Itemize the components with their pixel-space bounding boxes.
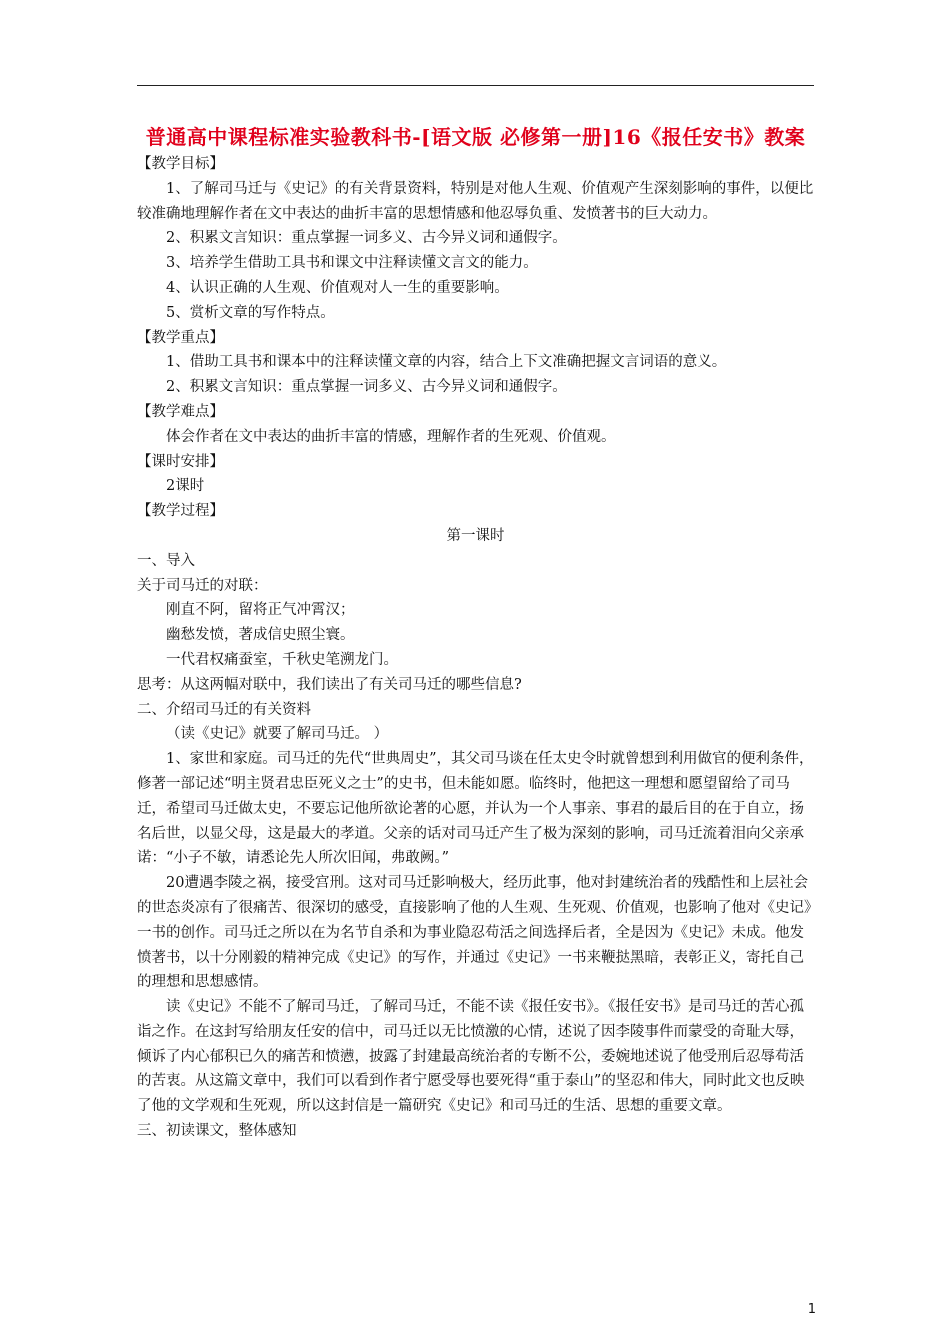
text-line: 幽愁发愤，著成信史照尘寰。 [166, 627, 355, 644]
text-line: 关于司马迁的对联： [137, 577, 268, 594]
text-line: 2、积累文言知识：重点掌握一词多义、古今异义词和通假字。 [166, 379, 567, 396]
text-line: 2课时 [166, 478, 205, 495]
text-line: 【教学重点】 [137, 329, 224, 346]
text-line: 【课时安排】 [137, 453, 224, 470]
text-line: 2、积累文言知识：重点掌握一词多义、古今异义词和通假字。 [166, 230, 567, 247]
text-line: 读《史记》不能不了解司马迁，了解司马迁，不能不读《报任安书》。《报任安书》是司马迁的苦心孤诣之作。在这封写给朋友任安的信中，司马迁以无比愤激的心情，述说了因李陵事件而蒙受的奇耻大辱，倾诉了内心郁积已久的痛苦和愤懑，披露了封建最高统治者的专断不公，委婉地述说了他受刑后忍辱苟活的苦衷。从这篇文章中，我们可以看到作者宁愿受辱也要死得“重于泰山”的坚忍和伟大，同时此文也反映了他的文学观和生死观，所以这封信是一篇研究《史记》和司马迁的生活、思想的重要文章。 [137, 999, 805, 1115]
text-line: 第一课时 [446, 527, 505, 544]
page-number: 1 [807, 1302, 816, 1317]
header-rule [137, 85, 814, 86]
text-line: 3、培养学生借助工具书和课文中注释读懂文言文的能力。 [166, 255, 538, 272]
text-line: （读《史记》就要了解司马迁。 ） [166, 726, 389, 743]
text-line: 二、介绍司马迁的有关资料 [137, 701, 311, 718]
document-text [137, 152, 814, 1144]
text-line: 一、导入 [137, 552, 195, 569]
document-body [137, 124, 814, 1144]
text-line: 体会作者在文中表达的曲折丰富的情感，理解作者的生死观、价值观。 [166, 428, 616, 445]
text-line: 1、借助工具书和课本中的注释读懂文章的内容，结合上下文准确把握文言词语的意义。 [166, 354, 727, 371]
text-line: 5、赏析文章的写作特点。 [166, 304, 335, 321]
text-line: 思考：从这两幅对联中，我们读出了有关司马迁的哪些信息? [137, 676, 522, 693]
text-line: 【教学难点】 [137, 403, 224, 420]
text-line: 20遭遇李陵之祸，接受宫刑。这对司马迁影响极大，经历此事，他对封建统治者的残酷性和上层社会的世态炎凉有了很痛苦、很深切的感受，直接影响了他的人生观、生死观、价值观，也影响了他对《史记》一书的创作。司马迁之所以在为名节自杀和为事业隐忍苟活之间选择后者，全是因为《史记》未成。他发愤著书，以十分刚毅的精神完成《史记》的写作，并通过《史记》一书来鞭挞黑暗，表彰正义，寄托自己的理想和思想感情。 [137, 875, 812, 991]
text-line: 1、了解司马迁与《史记》的有关背景资料，特别是对他人生观、价值观产生深刻影响的事件，以便比较准确地理解作者在文中表达的曲折丰富的思想情感和他忍辱负重、发愤著书的巨大动力。 [137, 180, 814, 222]
text-line: 【教学过程】 [137, 503, 224, 520]
text-line: 刚直不阿，留将正气冲霄汉； [166, 602, 355, 619]
text-line: 【教学目标】 [137, 156, 224, 172]
document-title: 普通高中课程标准实验教科书-[语文版 必修第一册]16《报任安书》教案 [145, 125, 806, 149]
text-line: 1、家世和家庭。司马迁的先代“世典周史”，其父司马谈在任太史令时就曾想到利用做官的便利条件，修著一部记述“明主贤君忠臣死义之士”的史书，但未能如愿。临终时，他把这一理想和愿望留给了司马迁，希望司马迁做太史，不要忘记他所欲论著的心愿，并认为一个人事亲、事君的最后目的在于自立，扬名后世，以显父母，这是最大的孝道。父亲的话对司马迁产生了极为深刻的影响，司马迁流着泪向父亲承诺：“小子不敏，请悉论先人所次旧闻，弗敢阙。” [137, 751, 814, 867]
text-line: 三、初读课文，整体感知 [137, 1123, 297, 1140]
text-line: 一代君权痛蚕室，千秋史笔溯龙门。 [166, 651, 398, 668]
text-line: 4、认识正确的人生观、价值观对人一生的重要影响。 [166, 279, 509, 296]
